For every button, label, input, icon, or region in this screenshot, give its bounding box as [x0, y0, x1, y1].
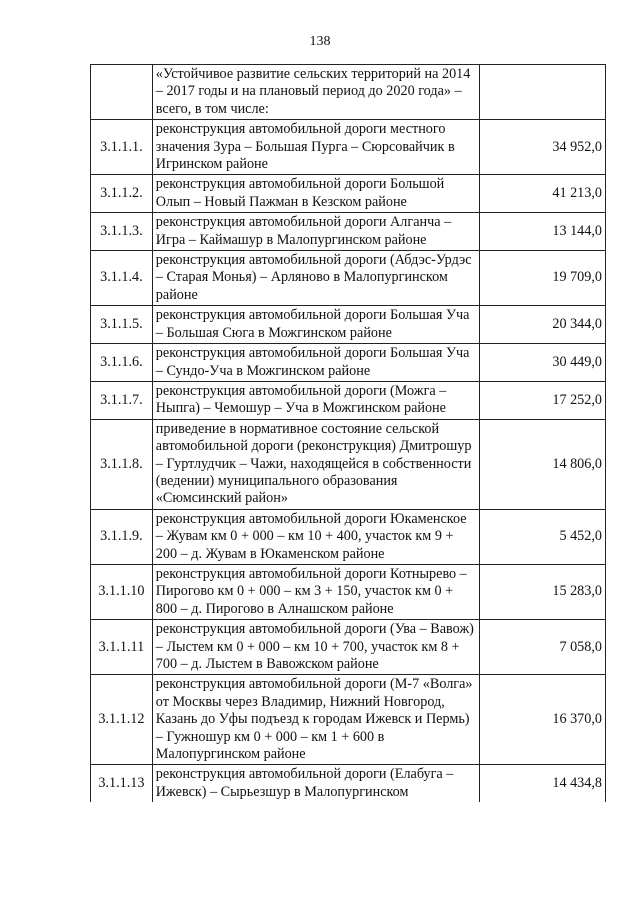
row-amount: 19 709,0 — [480, 251, 606, 306]
row-description: реконструкция автомобильной дороги Большой Олып – Новый Пажман в Кезском районе — [152, 175, 480, 213]
row-amount: 7 058,0 — [480, 620, 606, 675]
row-number: 3.1.1.2. — [91, 175, 153, 213]
row-description: реконструкция автомобильной дороги Большая Уча – Сундо-Уча в Можгинском районе — [152, 344, 480, 382]
table-row — [91, 381, 606, 419]
table-row — [91, 251, 606, 306]
row-description: реконструкция автомобильной дороги (Можга – Ныпга) – Чемошур – Уча в Можгинском районе — [152, 381, 480, 419]
row-amount: 14 434,8 — [480, 765, 606, 802]
row-amount: 5 452,0 — [480, 509, 606, 564]
row-description: реконструкция автомобильной дороги Большая Уча – Большая Сюга в Можгинском районе — [152, 306, 480, 344]
page-number: 138 — [309, 34, 331, 49]
row-number: 3.1.1.10 — [91, 564, 153, 619]
row-amount: 34 952,0 — [480, 120, 606, 175]
row-description: реконструкция автомобильной дороги (Ува – Вавож) – Лыстем км 0 + 000 – км 10 + 700, участок км 8 + 700 – д. Лыстем в Вавожском районе — [152, 620, 480, 675]
table-row — [91, 620, 606, 675]
table-row — [91, 765, 606, 802]
row-amount: 13 144,0 — [480, 213, 606, 251]
row-amount: 15 283,0 — [480, 564, 606, 619]
row-amount — [480, 65, 606, 120]
table-row — [91, 175, 606, 213]
table-row — [91, 509, 606, 564]
row-number: 3.1.1.12 — [91, 675, 153, 765]
table-row — [91, 564, 606, 619]
row-description: реконструкция автомобильной дороги Алганча – Игра – Каймашур в Малопургинском районе — [152, 213, 480, 251]
row-description: реконструкция автомобильной дороги местного значения Зура – Большая Пурга – Сюрсовайчик в Игринском районе — [152, 120, 480, 175]
row-number: 3.1.1.13 — [91, 765, 153, 802]
table-row — [91, 306, 606, 344]
table-row — [91, 419, 606, 509]
table-row — [91, 344, 606, 382]
row-description: реконструкция автомобильной дороги (Абдэс-Урдэс – Старая Монья) – Арляново в Малопургинском районе — [152, 251, 480, 306]
table-row — [91, 120, 606, 175]
row-number: 3.1.1.4. — [91, 251, 153, 306]
row-amount: 16 370,0 — [480, 675, 606, 765]
row-number: 3.1.1.1. — [91, 120, 153, 175]
row-number: 3.1.1.7. — [91, 381, 153, 419]
row-number: 3.1.1.11 — [91, 620, 153, 675]
row-description: реконструкция автомобильной дороги (Елабуга – Ижевск) – Сырьезшур в Малопургинском — [152, 765, 480, 802]
row-number — [91, 65, 153, 120]
row-number: 3.1.1.6. — [91, 344, 153, 382]
row-number: 3.1.1.8. — [91, 419, 153, 509]
row-amount: 17 252,0 — [480, 381, 606, 419]
table-row — [91, 65, 606, 120]
row-description: «Устойчивое развитие сельских территорий на 2014 – 2017 годы и на плановый период до 2020 года» – всего, в том числе: — [152, 65, 480, 120]
table-row — [91, 675, 606, 765]
row-number: 3.1.1.5. — [91, 306, 153, 344]
row-amount: 30 449,0 — [480, 344, 606, 382]
row-amount: 20 344,0 — [480, 306, 606, 344]
row-description: реконструкция автомобильной дороги (М-7 «Волга» от Москвы через Владимир, Нижний Новгород, Казань до Уфы подъезд к городам Ижевск и Пермь) – Гужношур км 0 + 000 – км 1 + 600 в Малопургинском районе — [152, 675, 480, 765]
table-row — [91, 213, 606, 251]
row-number: 3.1.1.3. — [91, 213, 153, 251]
row-description: реконструкция автомобильной дороги Юкаменское – Жувам км 0 + 000 – км 10 + 400, участок км 9 + 200 – д. Жувам в Юкаменском районе — [152, 509, 480, 564]
row-description: реконструкция автомобильной дороги Котныpево – Пирогово км 0 + 000 – км 3 + 150, участок км 0 + 800 – д. Пирогово в Алнашском районе — [152, 564, 480, 619]
row-number: 3.1.1.9. — [91, 509, 153, 564]
program-table — [90, 64, 606, 802]
row-description: приведение в нормативное состояние сельской автомобильной дороги (реконструкция) Дмитрошур – Гуртлудчик – Чажи, находящейся в собственности (ведении) муниципального образования «Сюмсинский район» — [152, 419, 480, 509]
row-amount: 41 213,0 — [480, 175, 606, 213]
row-amount: 14 806,0 — [480, 419, 606, 509]
